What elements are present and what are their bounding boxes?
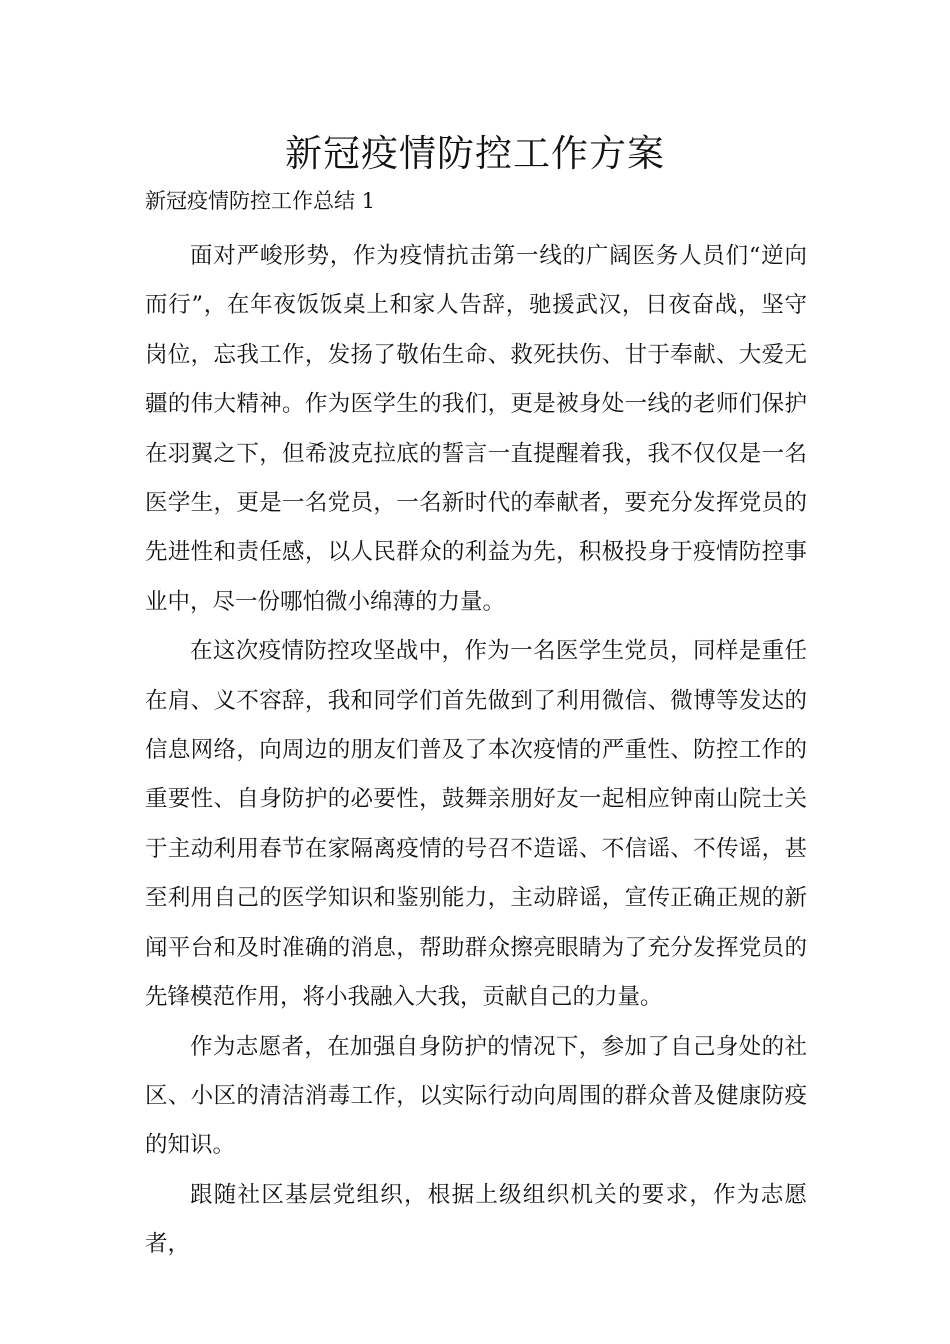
- document-title: 新冠疫情防控工作方案: [285, 132, 665, 175]
- paragraph: 跟随社区基层党组织，根据上级组织机关的要求，作为志愿者，: [145, 1181, 807, 1258]
- document-body: [145, 232, 807, 1270]
- paragraph: 作为志愿者，在加强自身防护的情况下，参加了自己身处的社区、小区的清洁消毒工作，以实际行动向周围的群众普及健康防疫的知识。: [145, 1033, 807, 1159]
- paragraph: 在这次疫情防控攻坚战中，作为一名医学生党员，同样是重任在肩、义不容辞，我和同学们首先做到了利用微信、微博等发达的信息网络，向周边的朋友们普及了本次疫情的严重性、防控工作的重要性、自身防护的必要性，鼓舞亲朋好友一起相应钟南山院士关于主动利用春节在家隔离疫情的号召不造谣、不信谣、不传谣，甚至利用自己的医学知识和鉴别能力，主动辟谣，宣传正确正规的新闻平台和及时准确的消息，帮助群众擦亮眼睛为了充分发挥党员的先锋模范作用，将小我融入大我，贡献自己的力量。: [145, 638, 807, 1011]
- document-subtitle: 新冠疫情防控工作总结 1: [145, 189, 376, 213]
- paragraph: 面对严峻形势，作为疫情抗击第一线的广阔医务人员们“逆向而行”，在年夜饭饭桌上和家人告辞，驰援武汉，日夜奋战，坚守岗位，忘我工作，发扬了敬佑生命、救死扶伤、甘于奉献、大爱无疆的伟大精神。作为医学生的我们，更是被身处一线的老师们保护在羽翼之下，但希波克拉底的誓言一直提醒着我，我不仅仅是一名医学生，更是一名党员，一名新时代的奉献者，要充分发挥党员的先进性和责任感，以人民群众的利益为先，积极投身于疫情防控事业中，尽一份哪怕微小绵薄的力量。: [145, 243, 807, 615]
